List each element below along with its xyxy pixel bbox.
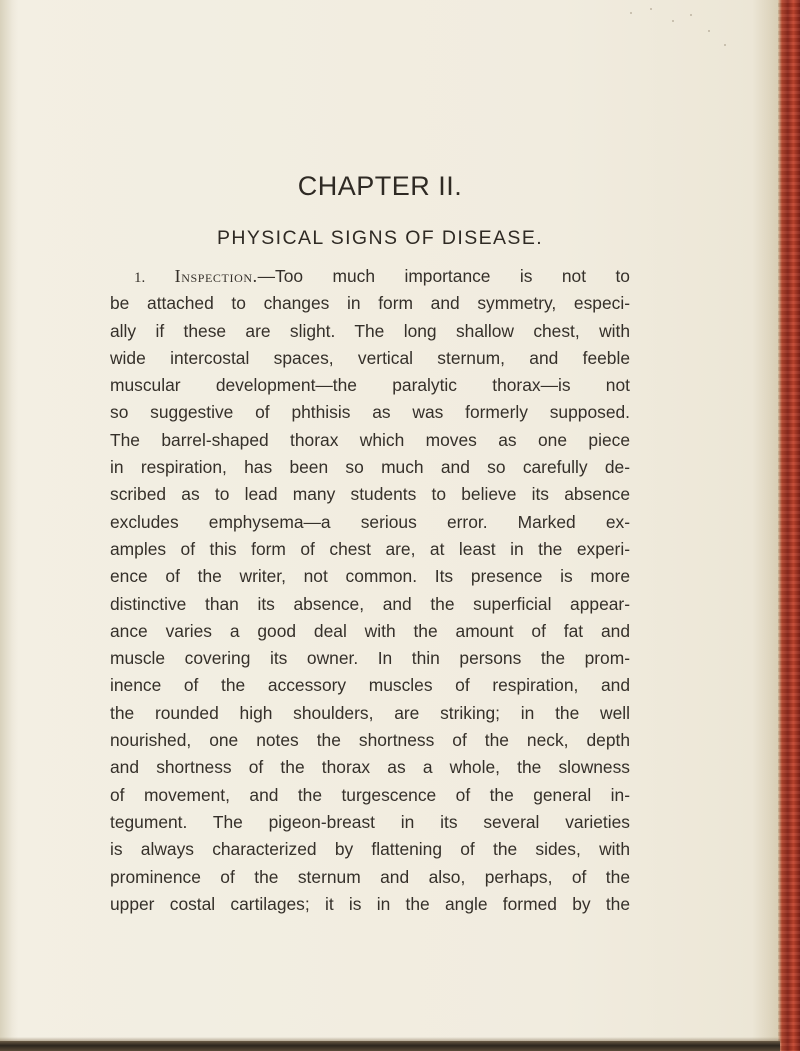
paragraph-line: nourished, one notes the shortness of the neck, depth (110, 730, 630, 751)
gutter-shadow (752, 0, 778, 1051)
paragraph-line: is always characterized by flattening of the sides, with (110, 839, 630, 860)
paragraph-line: ence of the writer, not common. Its presence is more (110, 566, 630, 587)
paragraph-line: ally if these are slight. The long shallow chest, with (110, 320, 630, 341)
paragraph-line: upper costal cartilages; it is in the angle formed by the (110, 893, 630, 914)
paragraph-line: so suggestive of phthisis as was formerly supposed. (110, 402, 630, 423)
section-number: 1. (134, 270, 146, 286)
paragraph-line: excludes emphysema—a serious error. Marked ex- (110, 511, 630, 532)
paragraph-line: tegument. The pigeon-breast in its several varieties (110, 811, 630, 832)
paragraph-line: scribed as to lead many students to believe its absence (110, 484, 630, 505)
paragraph-line: and shortness of the thorax as a whole, the slowness (110, 757, 630, 778)
paragraph-line: distinctive than its absence, and the superficial appear- (110, 593, 630, 614)
book-binding-edge (778, 0, 800, 1051)
paragraph-line: wide intercostal spaces, vertical sternum, and feeble (110, 347, 630, 368)
paragraph-line: muscle covering its owner. In thin persons the prom- (110, 648, 630, 669)
paragraph-line: inence of the accessory muscles of respiration, and (110, 675, 630, 696)
paragraph-line-text: —Too much importance is not to (257, 266, 630, 286)
paragraph-line: The barrel-shaped thorax which moves as one piece (110, 429, 630, 450)
page-bottom-edge (0, 1041, 780, 1051)
paragraph-line (110, 263, 630, 290)
paper-specks (620, 0, 740, 60)
paragraph-line: be attached to changes in form and symmetry, especi- (110, 293, 630, 314)
section-paragraph (110, 263, 630, 918)
paragraph-line: prominence of the sternum and also, perhaps, of the (110, 866, 630, 887)
section-name: Inspection. (174, 266, 258, 286)
chapter-heading: CHAPTER II. (297, 171, 463, 201)
paragraph-line: of movement, and the turgescence of the general in- (110, 784, 630, 805)
paragraph-line: ance varies a good deal with the amount of fat and (110, 620, 630, 641)
paragraph-line: the rounded high shoulders, are striking; in the well (110, 702, 630, 723)
paragraph-line: amples of this form of chest are, at least in the experi- (110, 538, 630, 559)
paragraph-line: in respiration, has been so much and so carefully de- (110, 457, 630, 478)
paragraph-line: muscular development—the paralytic thorax—is not (110, 375, 630, 396)
chapter-title: PHYSICAL SIGNS OF DISEASE. (216, 227, 544, 249)
page-left-edge (0, 0, 18, 1051)
